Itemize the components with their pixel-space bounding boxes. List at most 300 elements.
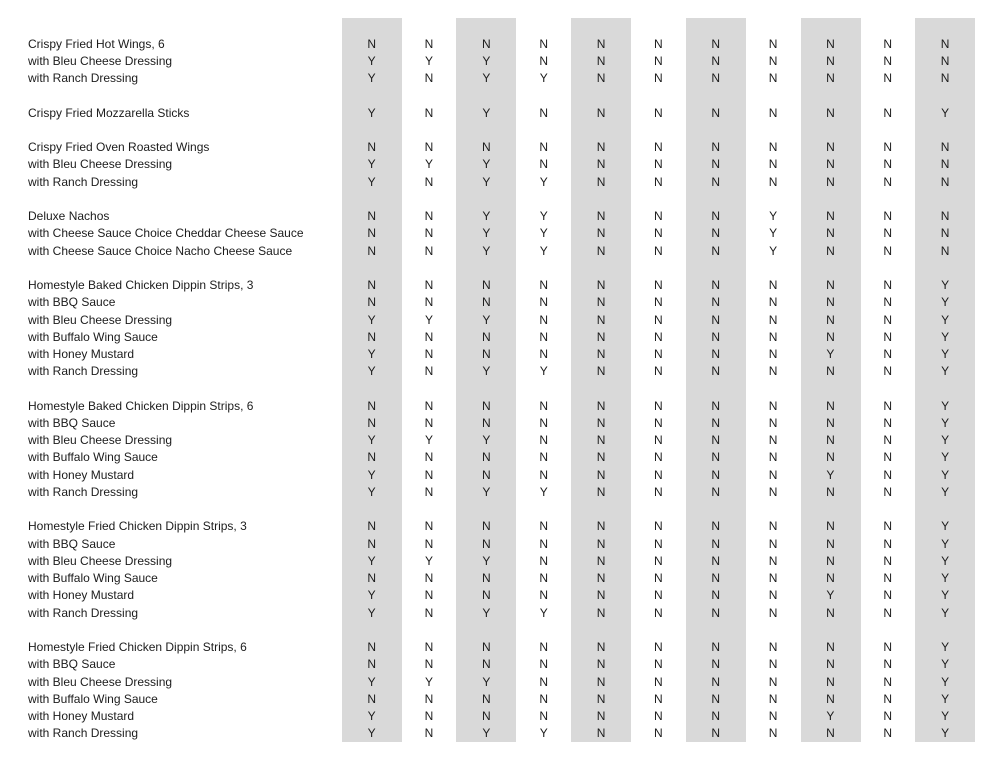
value-cell: Y [941, 657, 950, 672]
value-cell: N [424, 640, 434, 655]
value-cell: Y [539, 364, 548, 379]
value-cell: N [367, 536, 376, 551]
table-row [0, 328, 1000, 345]
value-cell: N [768, 71, 778, 86]
value-cell: N [596, 71, 606, 86]
value-cell: N [768, 36, 778, 51]
value-cell: N [768, 519, 778, 534]
value-cell: N [883, 657, 893, 672]
value-cell: N [654, 209, 663, 224]
item-label: with Buffalo Wing Sauce [28, 691, 158, 706]
value-cell: N [482, 416, 491, 430]
value-cell: Y [941, 278, 950, 293]
value-cell: N [596, 571, 606, 586]
value-cell: N [768, 140, 778, 155]
item-label: with Bleu Cheese Dressing [28, 674, 173, 689]
value-cell: N [711, 312, 721, 327]
value-cell: N [826, 519, 835, 534]
value-cell: N [654, 174, 663, 189]
item-label: with Ranch Dressing [28, 605, 139, 620]
value-cell: N [482, 571, 491, 586]
value-cell: N [883, 278, 893, 293]
value-cell: N [768, 553, 778, 568]
value-cell: N [596, 295, 606, 310]
value-cell: N [539, 691, 549, 706]
value-cell: N [654, 433, 663, 448]
value-cell: N [711, 708, 721, 723]
item-label: with Ranch Dressing [28, 364, 139, 379]
table-row [0, 656, 1000, 673]
value-cell: N [539, 553, 549, 568]
value-cell: N [596, 398, 606, 413]
value-cell: N [539, 588, 549, 603]
value-cell: Y [425, 312, 434, 327]
value-cell: N [711, 278, 721, 293]
value-cell: Y [367, 157, 376, 172]
value-cell: N [424, 329, 434, 344]
item-label: with Bleu Cheese Dressing [28, 54, 173, 69]
item-label: with Honey Mustard [28, 588, 135, 603]
value-cell: N [482, 347, 491, 362]
value-cell: N [654, 450, 663, 465]
value-cell: N [768, 726, 778, 741]
value-cell: N [768, 657, 778, 672]
value-cell: N [424, 226, 434, 241]
value-cell: N [826, 605, 835, 620]
item-label: with Bleu Cheese Dressing [28, 157, 173, 172]
value-cell: Y [941, 553, 950, 568]
value-cell: N [826, 450, 835, 465]
value-cell: N [424, 726, 434, 741]
value-cell: N [826, 416, 835, 430]
value-cell: N [654, 243, 663, 258]
value-cell: N [711, 416, 721, 430]
value-cell: Y [482, 105, 491, 120]
value-cell: Y [482, 157, 491, 172]
value-cell: N [367, 450, 376, 465]
value-cell: N [482, 329, 491, 344]
table-row [0, 35, 1000, 52]
table-row [0, 587, 1000, 604]
value-cell: N [654, 640, 663, 655]
value-cell: Y [941, 312, 950, 327]
value-cell: N [940, 226, 950, 241]
value-cell: N [711, 605, 721, 620]
value-cell: N [883, 71, 893, 86]
value-cell: N [883, 450, 893, 465]
value-cell: N [539, 416, 549, 430]
table-row [0, 432, 1000, 449]
value-cell: N [654, 71, 663, 86]
value-cell: N [539, 398, 549, 413]
value-cell: N [883, 329, 893, 344]
value-cell: Y [482, 364, 491, 379]
value-cell: N [768, 674, 778, 689]
value-cell: Y [482, 54, 491, 69]
value-cell: Y [367, 484, 376, 499]
value-cell: N [883, 364, 893, 379]
value-cell: N [883, 571, 893, 586]
value-cell: Y [941, 691, 950, 706]
value-cell: Y [941, 329, 950, 344]
value-cell: N [768, 416, 778, 430]
table-row [0, 345, 1000, 362]
value-cell: N [654, 467, 663, 482]
table-row [0, 725, 1000, 742]
item-label: with BBQ Sauce [28, 295, 116, 310]
value-cell: N [424, 36, 434, 51]
value-cell: N [654, 398, 663, 413]
value-cell: N [367, 329, 376, 344]
value-cell: N [654, 157, 663, 172]
table-row [0, 518, 1000, 535]
value-cell: Y [482, 312, 491, 327]
value-cell: N [482, 36, 491, 51]
value-cell: N [883, 536, 893, 551]
value-cell: N [482, 467, 491, 482]
value-cell: N [768, 105, 778, 120]
value-cell: Y [425, 433, 434, 448]
value-cell: N [596, 209, 606, 224]
value-cell: N [539, 278, 549, 293]
value-cell: N [711, 347, 721, 362]
value-cell: N [596, 536, 606, 551]
value-cell: N [711, 536, 721, 551]
value-cell: Y [482, 484, 491, 499]
value-cell: N [826, 571, 835, 586]
value-cell: Y [941, 640, 950, 655]
value-cell: N [826, 36, 835, 51]
value-cell: N [883, 588, 893, 603]
value-cell: N [711, 484, 721, 499]
item-label: with Buffalo Wing Sauce [28, 450, 158, 465]
item-label: with Bleu Cheese Dressing [28, 433, 173, 448]
value-cell: Y [367, 726, 376, 741]
value-cell: N [711, 450, 721, 465]
value-cell: N [711, 519, 721, 534]
value-cell: Y [367, 674, 376, 689]
value-cell: Y [367, 605, 376, 620]
value-cell: N [711, 571, 721, 586]
value-cell: N [482, 588, 491, 603]
value-cell: N [768, 708, 778, 723]
value-cell: N [768, 329, 778, 344]
value-cell: N [711, 691, 721, 706]
item-label: with Honey Mustard [28, 467, 135, 482]
table-row [0, 363, 1000, 380]
value-cell: N [482, 708, 491, 723]
value-cell: N [596, 484, 606, 499]
value-cell: Y [539, 243, 548, 258]
value-cell: N [768, 484, 778, 499]
value-cell: N [826, 174, 835, 189]
value-cell: N [654, 278, 663, 293]
value-cell: N [883, 433, 893, 448]
value-cell: Y [482, 726, 491, 741]
value-cell: N [768, 691, 778, 706]
value-cell: N [883, 36, 893, 51]
value-cell: Y [941, 398, 950, 413]
item-label: with Buffalo Wing Sauce [28, 329, 158, 344]
value-cell: N [596, 140, 606, 155]
value-cell: N [482, 140, 491, 155]
table-row [0, 311, 1000, 328]
value-cell: N [367, 571, 376, 586]
value-cell: N [883, 105, 893, 120]
value-cell: N [654, 416, 663, 430]
value-cell: N [826, 726, 835, 741]
value-cell: Y [941, 105, 950, 120]
value-cell: N [711, 588, 721, 603]
value-cell: N [539, 708, 549, 723]
value-cell: N [711, 674, 721, 689]
value-cell: N [826, 71, 835, 86]
allergen-table [0, 18, 1000, 742]
item-label: with Ranch Dressing [28, 174, 139, 189]
value-cell: N [424, 398, 434, 413]
value-cell: N [539, 640, 549, 655]
value-cell: N [424, 105, 434, 120]
value-cell: Y [941, 726, 950, 741]
value-cell: Y [539, 726, 548, 741]
value-cell: Y [941, 433, 950, 448]
value-cell: N [654, 605, 663, 620]
value-cell: N [539, 571, 549, 586]
value-cell: N [424, 140, 434, 155]
value-cell: N [768, 605, 778, 620]
value-cell: Y [482, 174, 491, 189]
value-cell: N [711, 433, 721, 448]
value-cell: N [424, 605, 434, 620]
value-cell: N [826, 295, 835, 310]
value-cell: N [940, 243, 950, 258]
value-cell: N [424, 519, 434, 534]
value-cell: N [768, 295, 778, 310]
value-cell: N [539, 36, 549, 51]
item-label: with Cheese Sauce Choice Nacho Cheese Sauce [28, 243, 293, 258]
value-cell: N [424, 467, 434, 482]
value-cell: N [826, 691, 835, 706]
value-cell: N [539, 536, 549, 551]
value-cell: N [826, 140, 835, 155]
group-spacer [0, 190, 1000, 207]
value-cell: N [883, 312, 893, 327]
item-label: with Ranch Dressing [28, 726, 139, 741]
value-cell: N [711, 209, 721, 224]
value-cell: Y [482, 243, 491, 258]
value-cell: N [940, 140, 950, 155]
table-row [0, 604, 1000, 621]
table-row [0, 638, 1000, 655]
value-cell: Y [367, 433, 376, 448]
value-cell: N [424, 295, 434, 310]
value-cell: N [883, 140, 893, 155]
value-cell: N [826, 553, 835, 568]
value-cell: N [654, 726, 663, 741]
value-cell: N [596, 105, 606, 120]
value-cell: N [654, 295, 663, 310]
value-cell: N [596, 157, 606, 172]
value-cell: N [539, 657, 549, 672]
value-cell: Y [425, 157, 434, 172]
table-row [0, 70, 1000, 87]
table-row [0, 552, 1000, 569]
value-cell: N [826, 640, 835, 655]
value-cell: N [654, 571, 663, 586]
value-cell: N [711, 640, 721, 655]
value-cell: Y [367, 553, 376, 568]
value-cell: N [539, 295, 549, 310]
value-cell: Y [367, 105, 376, 120]
value-cell: N [482, 536, 491, 551]
value-cell: N [424, 571, 434, 586]
value-cell: N [768, 536, 778, 551]
value-cell: N [883, 467, 893, 482]
value-cell: N [596, 278, 606, 293]
item-label: with Honey Mustard [28, 708, 135, 723]
value-cell: Y [941, 416, 950, 430]
value-cell: Y [425, 54, 434, 69]
value-cell: N [367, 398, 376, 413]
table-row [0, 397, 1000, 414]
value-cell: N [539, 467, 549, 482]
value-cell: N [768, 450, 778, 465]
value-cell: N [482, 640, 491, 655]
value-cell: N [654, 105, 663, 120]
value-cell: N [482, 691, 491, 706]
value-cell: N [424, 174, 434, 189]
value-cell: N [539, 312, 549, 327]
table-row [0, 52, 1000, 69]
value-cell: N [654, 54, 663, 69]
value-cell: Y [367, 71, 376, 86]
value-cell: N [596, 312, 606, 327]
value-cell: N [424, 450, 434, 465]
group-spacer [0, 87, 1000, 104]
value-cell: N [711, 364, 721, 379]
table-row [0, 483, 1000, 500]
value-cell: N [424, 691, 434, 706]
value-cell: N [596, 640, 606, 655]
table-row [0, 673, 1000, 690]
value-cell: N [596, 467, 606, 482]
value-cell: N [883, 519, 893, 534]
value-cell: Y [769, 226, 778, 241]
value-cell: N [711, 398, 721, 413]
table-row [0, 208, 1000, 225]
value-cell: N [711, 243, 721, 258]
value-cell: N [367, 416, 376, 430]
value-cell: N [768, 433, 778, 448]
value-cell: N [940, 209, 950, 224]
value-cell: N [596, 657, 606, 672]
value-cell: Y [941, 450, 950, 465]
value-cell: Y [482, 553, 491, 568]
value-cell: Y [539, 174, 548, 189]
value-cell: N [826, 54, 835, 69]
value-cell: N [596, 450, 606, 465]
value-cell: Y [482, 209, 491, 224]
value-cell: N [883, 243, 893, 258]
value-cell: N [367, 657, 376, 672]
value-cell: N [596, 174, 606, 189]
value-cell: Y [941, 536, 950, 551]
value-cell: N [654, 553, 663, 568]
value-cell: N [424, 484, 434, 499]
group-spacer [0, 121, 1000, 138]
item-label: with Cheese Sauce Choice Cheddar Cheese Sauce [28, 226, 304, 241]
value-cell: N [826, 364, 835, 379]
value-cell: N [596, 433, 606, 448]
value-cell: Y [941, 708, 950, 723]
value-cell: N [424, 71, 434, 86]
value-cell: N [367, 519, 376, 534]
value-cell: N [596, 36, 606, 51]
value-cell: N [768, 571, 778, 586]
value-cell: Y [482, 433, 491, 448]
value-cell: N [654, 691, 663, 706]
value-cell: N [367, 691, 376, 706]
value-cell: Y [367, 708, 376, 723]
item-label: Homestyle Baked Chicken Dippin Strips, 6 [28, 398, 254, 413]
item-label: Crispy Fried Oven Roasted Wings [28, 140, 210, 155]
value-cell: Y [539, 226, 548, 241]
item-label: with Honey Mustard [28, 347, 135, 362]
value-cell: N [539, 140, 549, 155]
value-cell: N [539, 433, 549, 448]
value-cell: N [367, 278, 376, 293]
table-row [0, 690, 1000, 707]
value-cell: N [424, 278, 434, 293]
group-spacer [0, 380, 1000, 397]
value-cell: Y [941, 347, 950, 362]
value-cell: Y [826, 347, 835, 362]
value-cell: N [424, 416, 434, 430]
item-label: with Ranch Dressing [28, 71, 139, 86]
item-label: with Buffalo Wing Sauce [28, 571, 158, 586]
value-cell: Y [769, 209, 778, 224]
value-cell: Y [941, 295, 950, 310]
item-label: with BBQ Sauce [28, 536, 116, 551]
value-cell: Y [941, 674, 950, 689]
value-cell: N [883, 226, 893, 241]
value-cell: N [883, 640, 893, 655]
value-cell: Y [826, 588, 835, 603]
value-cell: N [482, 398, 491, 413]
value-cell: N [940, 174, 950, 189]
value-cell: N [539, 519, 549, 534]
group-spacer [0, 18, 1000, 35]
value-cell: N [826, 209, 835, 224]
value-cell: N [596, 519, 606, 534]
value-cell: Y [941, 605, 950, 620]
value-cell: Y [482, 674, 491, 689]
table-row [0, 156, 1000, 173]
value-cell: N [711, 157, 721, 172]
value-cell: N [711, 657, 721, 672]
value-cell: N [940, 36, 950, 51]
value-cell: N [826, 105, 835, 120]
group-spacer [0, 621, 1000, 638]
item-label: Deluxe Nachos [28, 209, 110, 224]
item-label: with BBQ Sauce [28, 657, 116, 672]
value-cell: Y [482, 71, 491, 86]
value-cell: N [596, 416, 606, 430]
value-cell: N [883, 691, 893, 706]
value-cell: N [596, 708, 606, 723]
value-cell: N [711, 295, 721, 310]
value-cell: N [654, 519, 663, 534]
